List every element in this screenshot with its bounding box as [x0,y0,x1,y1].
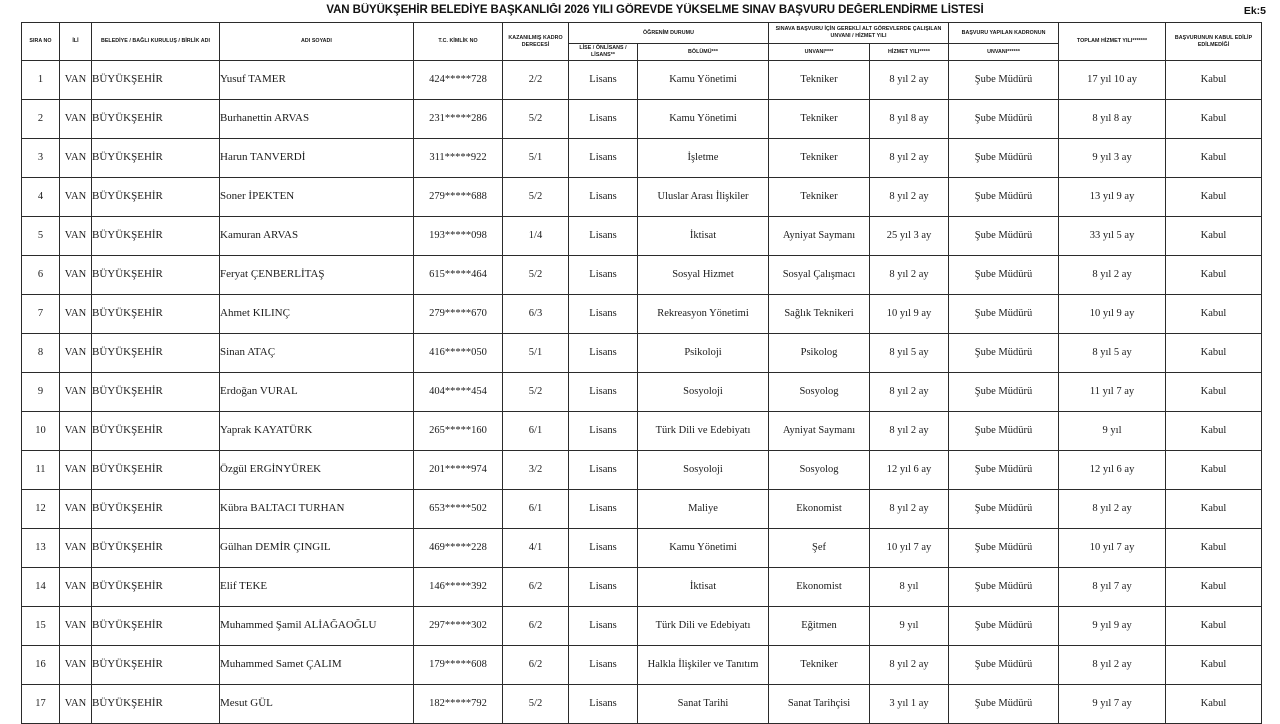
cell-alt-gorev-unvani: Sosyolog [769,451,870,490]
cell-tc-kimlik: 416*****050 [414,334,503,373]
cell-toplam-hizmet-yili: 11 yıl 7 ay [1059,373,1166,412]
cell-kurum: BÜYÜKŞEHİR [92,451,220,490]
cell-lise-onlisans-lisans: Lisans [569,295,638,334]
cell-ad-soyad: Kübra BALTACI TURHAN [220,490,414,529]
cell-basvuru-sonucu: Kabul [1166,568,1262,607]
table-row [22,100,1262,139]
cell-kadro-derecesi: 2/2 [503,61,569,100]
cell-tc-kimlik: 615*****464 [414,256,503,295]
cell-toplam-hizmet-yili: 10 yıl 9 ay [1059,295,1166,334]
cell-alt-gorev-unvani: Tekniker [769,139,870,178]
cell-ad-soyad: Soner İPEKTEN [220,178,414,217]
cell-lise-onlisans-lisans: Lisans [569,529,638,568]
title-row [0,0,1280,24]
cell-il: VAN [60,646,92,685]
table-row [22,607,1262,646]
cell-tc-kimlik: 231*****286 [414,100,503,139]
cell-basvuru-kadro-unvani: Şube Müdürü [949,139,1059,178]
cell-alt-gorev-unvani: Tekniker [769,646,870,685]
cell-basvuru-kadro-unvani: Şube Müdürü [949,295,1059,334]
cell-alt-gorev-unvani: Ekonomist [769,568,870,607]
cell-tc-kimlik: 404*****454 [414,373,503,412]
header-kadro-derecesi: KAZANILMIŞ KADRO DERECESİ [503,23,569,61]
cell-alt-gorev-hizmet-yili: 8 yıl 2 ay [870,61,949,100]
table-row [22,451,1262,490]
cell-lise-onlisans-lisans: Lisans [569,607,638,646]
cell-basvuru-sonucu: Kabul [1166,100,1262,139]
cell-kurum: BÜYÜKŞEHİR [92,685,220,724]
cell-il: VAN [60,334,92,373]
cell-kadro-derecesi: 6/1 [503,490,569,529]
cell-bolumu: İşletme [638,139,769,178]
cell-bolumu: İktisat [638,568,769,607]
cell-il: VAN [60,295,92,334]
cell-basvuru-sonucu: Kabul [1166,61,1262,100]
cell-il: VAN [60,607,92,646]
cell-kadro-derecesi: 5/2 [503,100,569,139]
cell-bolumu: Maliye [638,490,769,529]
cell-alt-gorev-unvani: Tekniker [769,100,870,139]
cell-tc-kimlik: 265*****160 [414,412,503,451]
cell-tc-kimlik: 279*****688 [414,178,503,217]
cell-ad-soyad: Sinan ATAÇ [220,334,414,373]
cell-bolumu: Kamu Yönetimi [638,61,769,100]
table-container [21,22,1261,724]
header-alt-gorev-unvani: UNVANI**** [769,44,870,61]
cell-kurum: BÜYÜKŞEHİR [92,373,220,412]
cell-tc-kimlik: 469*****228 [414,529,503,568]
cell-alt-gorev-hizmet-yili: 8 yıl 2 ay [870,139,949,178]
header-toplam-hizmet-yili: TOPLAM HİZMET YILI******* [1059,23,1166,61]
cell-kurum: BÜYÜKŞEHİR [92,178,220,217]
cell-sira-no: 14 [22,568,60,607]
cell-basvuru-kadro-unvani: Şube Müdürü [949,373,1059,412]
cell-alt-gorev-hizmet-yili: 12 yıl 6 ay [870,451,949,490]
cell-tc-kimlik: 193*****098 [414,217,503,256]
header-row-primary [22,23,1262,44]
cell-il: VAN [60,529,92,568]
cell-basvuru-sonucu: Kabul [1166,685,1262,724]
cell-basvuru-kadro-unvani: Şube Müdürü [949,490,1059,529]
header-ogrenim-durumu: ÖĞRENİM DURUMU [569,23,769,44]
header-kurum: BELEDİYE / BAĞLI KURULUŞ / BİRLİK ADI [92,23,220,61]
cell-alt-gorev-hizmet-yili: 9 yıl [870,607,949,646]
cell-ad-soyad: Muhammed Samet ÇALIM [220,646,414,685]
cell-il: VAN [60,139,92,178]
header-alt-gorev: SINAVA BAŞVURU İÇİN GEREKLİ ALT GÖREVLERDE ÇALIŞILAN UNVANI / HİZMET YILI [769,23,949,44]
cell-il: VAN [60,61,92,100]
cell-bolumu: Kamu Yönetimi [638,529,769,568]
cell-kadro-derecesi: 6/1 [503,412,569,451]
cell-ad-soyad: Feryat ÇENBERLİTAŞ [220,256,414,295]
cell-sira-no: 11 [22,451,60,490]
cell-ad-soyad: Ahmet KILINÇ [220,295,414,334]
cell-bolumu: Uluslar Arası İlişkiler [638,178,769,217]
table-row [22,412,1262,451]
cell-ad-soyad: Mesut GÜL [220,685,414,724]
cell-ad-soyad: Gülhan DEMİR ÇINGIL [220,529,414,568]
cell-bolumu: İktisat [638,217,769,256]
cell-tc-kimlik: 182*****792 [414,685,503,724]
cell-basvuru-kadro-unvani: Şube Müdürü [949,100,1059,139]
cell-lise-onlisans-lisans: Lisans [569,373,638,412]
cell-il: VAN [60,217,92,256]
cell-toplam-hizmet-yili: 9 yıl 7 ay [1059,685,1166,724]
cell-alt-gorev-hizmet-yili: 10 yıl 7 ay [870,529,949,568]
cell-kadro-derecesi: 5/1 [503,334,569,373]
cell-basvuru-kadro-unvani: Şube Müdürü [949,178,1059,217]
cell-sira-no: 17 [22,685,60,724]
cell-toplam-hizmet-yili: 10 yıl 7 ay [1059,529,1166,568]
cell-lise-onlisans-lisans: Lisans [569,412,638,451]
cell-lise-onlisans-lisans: Lisans [569,100,638,139]
cell-kadro-derecesi: 3/2 [503,451,569,490]
cell-ad-soyad: Elif TEKE [220,568,414,607]
cell-basvuru-kadro-unvani: Şube Müdürü [949,451,1059,490]
cell-ad-soyad: Yusuf TAMER [220,61,414,100]
cell-basvuru-sonucu: Kabul [1166,373,1262,412]
cell-lise-onlisans-lisans: Lisans [569,451,638,490]
table-row [22,529,1262,568]
cell-alt-gorev-hizmet-yili: 8 yıl 2 ay [870,373,949,412]
cell-basvuru-kadro-unvani: Şube Müdürü [949,217,1059,256]
cell-bolumu: Psikoloji [638,334,769,373]
cell-alt-gorev-hizmet-yili: 8 yıl 2 ay [870,490,949,529]
cell-tc-kimlik: 146*****392 [414,568,503,607]
cell-kurum: BÜYÜKŞEHİR [92,217,220,256]
cell-kurum: BÜYÜKŞEHİR [92,646,220,685]
header-sira-no: SIRA NO [22,23,60,61]
page-title: VAN BÜYÜKŞEHİR BELEDİYE BAŞKANLIĞI 2026 YILI GÖREVDE YÜKSELME SINAV BAŞVURU DEĞERLENDİRME LİSTESİ [326,4,984,16]
cell-sira-no: 8 [22,334,60,373]
cell-alt-gorev-hizmet-yili: 3 yıl 1 ay [870,685,949,724]
cell-toplam-hizmet-yili: 17 yıl 10 ay [1059,61,1166,100]
cell-toplam-hizmet-yili: 8 yıl 8 ay [1059,100,1166,139]
table-row [22,490,1262,529]
cell-toplam-hizmet-yili: 8 yıl 2 ay [1059,256,1166,295]
cell-basvuru-sonucu: Kabul [1166,256,1262,295]
cell-alt-gorev-hizmet-yili: 8 yıl 8 ay [870,100,949,139]
cell-basvuru-kadro-unvani: Şube Müdürü [949,412,1059,451]
cell-kadro-derecesi: 6/2 [503,607,569,646]
cell-sira-no: 16 [22,646,60,685]
cell-alt-gorev-hizmet-yili: 8 yıl 2 ay [870,178,949,217]
cell-bolumu: Halkla İlişkiler ve Tanıtım [638,646,769,685]
table-body [22,61,1262,724]
cell-alt-gorev-unvani: Sosyal Çalışmacı [769,256,870,295]
cell-basvuru-sonucu: Kabul [1166,607,1262,646]
cell-alt-gorev-unvani: Ayniyat Saymanı [769,412,870,451]
table-row [22,61,1262,100]
cell-lise-onlisans-lisans: Lisans [569,217,638,256]
cell-basvuru-kadro-unvani: Şube Müdürü [949,61,1059,100]
cell-kadro-derecesi: 1/4 [503,217,569,256]
cell-kadro-derecesi: 5/2 [503,685,569,724]
cell-alt-gorev-unvani: Tekniker [769,178,870,217]
cell-lise-onlisans-lisans: Lisans [569,568,638,607]
cell-basvuru-kadro-unvani: Şube Müdürü [949,334,1059,373]
cell-il: VAN [60,412,92,451]
cell-tc-kimlik: 179*****608 [414,646,503,685]
cell-tc-kimlik: 311*****922 [414,139,503,178]
cell-lise-onlisans-lisans: Lisans [569,178,638,217]
cell-il: VAN [60,685,92,724]
cell-alt-gorev-hizmet-yili: 8 yıl 2 ay [870,412,949,451]
cell-tc-kimlik: 279*****670 [414,295,503,334]
cell-sira-no: 15 [22,607,60,646]
cell-kurum: BÜYÜKŞEHİR [92,607,220,646]
cell-toplam-hizmet-yili: 8 yıl 2 ay [1059,490,1166,529]
cell-sira-no: 7 [22,295,60,334]
cell-alt-gorev-hizmet-yili: 10 yıl 9 ay [870,295,949,334]
table-row [22,685,1262,724]
cell-sira-no: 4 [22,178,60,217]
cell-basvuru-sonucu: Kabul [1166,412,1262,451]
header-basvuru-sonucu: BAŞVURUNUN KABUL EDİLİP EDİLMEDİĞİ [1166,23,1262,61]
cell-kurum: BÜYÜKŞEHİR [92,412,220,451]
cell-basvuru-sonucu: Kabul [1166,646,1262,685]
cell-toplam-hizmet-yili: 8 yıl 5 ay [1059,334,1166,373]
cell-sira-no: 6 [22,256,60,295]
header-tc-kimlik: T.C. KİMLİK NO [414,23,503,61]
header-lise-onlisans-lisans: LİSE / ÖNLİSANS / LİSANS** [569,44,638,61]
cell-basvuru-kadro-unvani: Şube Müdürü [949,568,1059,607]
cell-toplam-hizmet-yili: 13 yıl 9 ay [1059,178,1166,217]
cell-alt-gorev-hizmet-yili: 8 yıl 2 ay [870,646,949,685]
cell-sira-no: 9 [22,373,60,412]
cell-basvuru-sonucu: Kabul [1166,217,1262,256]
cell-toplam-hizmet-yili: 8 yıl 7 ay [1059,568,1166,607]
cell-alt-gorev-unvani: Eğitmen [769,607,870,646]
cell-il: VAN [60,256,92,295]
cell-sira-no: 2 [22,100,60,139]
cell-kurum: BÜYÜKŞEHİR [92,529,220,568]
cell-bolumu: Sosyoloji [638,373,769,412]
cell-toplam-hizmet-yili: 12 yıl 6 ay [1059,451,1166,490]
table-row [22,178,1262,217]
header-bolumu: BÖLÜMÜ*** [638,44,769,61]
cell-basvuru-sonucu: Kabul [1166,178,1262,217]
cell-bolumu: Rekreasyon Yönetimi [638,295,769,334]
cell-sira-no: 1 [22,61,60,100]
cell-kurum: BÜYÜKŞEHİR [92,490,220,529]
table-row [22,139,1262,178]
cell-il: VAN [60,451,92,490]
cell-bolumu: Sanat Tarihi [638,685,769,724]
cell-tc-kimlik: 297*****302 [414,607,503,646]
cell-lise-onlisans-lisans: Lisans [569,61,638,100]
cell-bolumu: Sosyoloji [638,451,769,490]
cell-basvuru-kadro-unvani: Şube Müdürü [949,529,1059,568]
cell-alt-gorev-unvani: Ekonomist [769,490,870,529]
cell-il: VAN [60,568,92,607]
cell-lise-onlisans-lisans: Lisans [569,334,638,373]
cell-ad-soyad: Burhanettin ARVAS [220,100,414,139]
cell-kadro-derecesi: 5/2 [503,178,569,217]
cell-bolumu: Sosyal Hizmet [638,256,769,295]
applications-table [21,22,1262,724]
cell-kadro-derecesi: 6/3 [503,295,569,334]
cell-il: VAN [60,100,92,139]
cell-kurum: BÜYÜKŞEHİR [92,568,220,607]
cell-tc-kimlik: 424*****728 [414,61,503,100]
header-ad-soyad: ADI SOYADI [220,23,414,61]
cell-basvuru-sonucu: Kabul [1166,451,1262,490]
cell-sira-no: 13 [22,529,60,568]
cell-alt-gorev-hizmet-yili: 25 yıl 3 ay [870,217,949,256]
cell-lise-onlisans-lisans: Lisans [569,139,638,178]
header-il: İLİ [60,23,92,61]
cell-sira-no: 3 [22,139,60,178]
cell-kadro-derecesi: 5/1 [503,139,569,178]
header-alt-gorev-hizmet-yili: HİZMET YILI***** [870,44,949,61]
table-row [22,568,1262,607]
cell-lise-onlisans-lisans: Lisans [569,256,638,295]
cell-basvuru-sonucu: Kabul [1166,139,1262,178]
cell-ad-soyad: Yaprak KAYATÜRK [220,412,414,451]
cell-kadro-derecesi: 5/2 [503,256,569,295]
cell-ad-soyad: Muhammed Şamil ALİAĞAOĞLU [220,607,414,646]
cell-lise-onlisans-lisans: Lisans [569,646,638,685]
cell-lise-onlisans-lisans: Lisans [569,685,638,724]
cell-basvuru-sonucu: Kabul [1166,490,1262,529]
cell-toplam-hizmet-yili: 33 yıl 5 ay [1059,217,1166,256]
cell-tc-kimlik: 201*****974 [414,451,503,490]
cell-alt-gorev-unvani: Sanat Tarihçisi [769,685,870,724]
cell-kurum: BÜYÜKŞEHİR [92,139,220,178]
cell-toplam-hizmet-yili: 9 yıl 9 ay [1059,607,1166,646]
cell-sira-no: 5 [22,217,60,256]
header-basvuru-kadro-unvani: UNVANI****** [949,44,1059,61]
cell-basvuru-kadro-unvani: Şube Müdürü [949,256,1059,295]
cell-tc-kimlik: 653*****502 [414,490,503,529]
cell-kadro-derecesi: 6/2 [503,568,569,607]
cell-basvuru-kadro-unvani: Şube Müdürü [949,607,1059,646]
table-header [22,23,1262,61]
cell-basvuru-sonucu: Kabul [1166,295,1262,334]
cell-kurum: BÜYÜKŞEHİR [92,295,220,334]
cell-alt-gorev-unvani: Tekniker [769,61,870,100]
table-row [22,646,1262,685]
cell-kurum: BÜYÜKŞEHİR [92,256,220,295]
cell-alt-gorev-unvani: Sosyolog [769,373,870,412]
cell-alt-gorev-hizmet-yili: 8 yıl [870,568,949,607]
cell-alt-gorev-unvani: Psikolog [769,334,870,373]
table-row [22,295,1262,334]
cell-bolumu: Türk Dili ve Edebiyatı [638,607,769,646]
cell-il: VAN [60,373,92,412]
cell-il: VAN [60,178,92,217]
cell-kadro-derecesi: 6/2 [503,646,569,685]
table-row [22,373,1262,412]
cell-kurum: BÜYÜKŞEHİR [92,61,220,100]
cell-kurum: BÜYÜKŞEHİR [92,334,220,373]
cell-lise-onlisans-lisans: Lisans [569,490,638,529]
cell-sira-no: 12 [22,490,60,529]
cell-ad-soyad: Erdoğan VURAL [220,373,414,412]
cell-ad-soyad: Özgül ERGİNYÜREK [220,451,414,490]
cell-basvuru-kadro-unvani: Şube Müdürü [949,685,1059,724]
cell-sira-no: 10 [22,412,60,451]
cell-alt-gorev-hizmet-yili: 8 yıl 5 ay [870,334,949,373]
header-basvuru-kadro: BAŞVURU YAPILAN KADRONUN [949,23,1059,44]
cell-ad-soyad: Harun TANVERDİ [220,139,414,178]
table-row [22,334,1262,373]
cell-alt-gorev-unvani: Şef [769,529,870,568]
cell-alt-gorev-unvani: Sağlık Teknikeri [769,295,870,334]
cell-kadro-derecesi: 5/2 [503,373,569,412]
cell-toplam-hizmet-yili: 9 yıl [1059,412,1166,451]
cell-basvuru-sonucu: Kabul [1166,334,1262,373]
cell-toplam-hizmet-yili: 8 yıl 2 ay [1059,646,1166,685]
cell-il: VAN [60,490,92,529]
cell-basvuru-sonucu: Kabul [1166,529,1262,568]
cell-bolumu: Kamu Yönetimi [638,100,769,139]
cell-kurum: BÜYÜKŞEHİR [92,100,220,139]
cell-ad-soyad: Kamuran ARVAS [220,217,414,256]
cell-toplam-hizmet-yili: 9 yıl 3 ay [1059,139,1166,178]
cell-alt-gorev-hizmet-yili: 8 yıl 2 ay [870,256,949,295]
cell-basvuru-kadro-unvani: Şube Müdürü [949,646,1059,685]
cell-bolumu: Türk Dili ve Edebiyatı [638,412,769,451]
table-row [22,256,1262,295]
annex-label: Ek:5 [1243,5,1266,17]
table-row [22,217,1262,256]
cell-alt-gorev-unvani: Ayniyat Saymanı [769,217,870,256]
cell-kadro-derecesi: 4/1 [503,529,569,568]
